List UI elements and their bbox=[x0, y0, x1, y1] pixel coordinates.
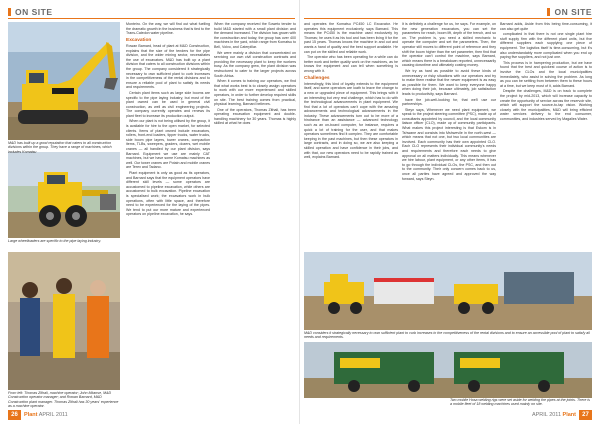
left-col2-p6: One of the operators, Thomas Zithali, has been operating excavation equipment and double-handling machinery for 30 years. Thomas is highly skilled at what he does bbox=[214, 107, 296, 126]
people-photo bbox=[8, 252, 120, 390]
caption-people: From left: Thomas Zithali, machine operator; John Mkanse, M&D Construction operator manager; and Rowan Barnard, M&D Construction plant manager. Thomas Zithali has 30 years' experience as a machine operator. bbox=[8, 391, 119, 408]
heading-challenges: Challenges bbox=[304, 75, 330, 81]
excavator-illustration bbox=[8, 22, 120, 140]
caption-excavator: M&D has built up a good reputation that caters to all construction divisions within the group. They have a range of machines, which includes Komatsu bbox=[8, 141, 112, 154]
left-col2-p4: Plant equipment is only as good as its operators, and Barnard says that the equipment operators have different skill levels — some operators are accustomed to pipeline excavation, while others are accustomed to bulk excavation. Pipeline excavation is specialised work; the excavators work in bulk operations, often with little space, and therefore need to be experienced for the laying of the pipes. We tend to put our more mature and experienced operators on pipeline excavation, he says. bbox=[126, 171, 210, 217]
right-col1b-p1: Interestingly, this kind of loyalty extends to the equipment itself, and some operators are loath to leave the change to a new or upgraded piece of equipment. This brings with it an interesting but very real challenge, which has to do with the technological advancements in plant equipment. We find that a lot of operators can't cope with the amazing advancements and technological advancements in the industry. These advancements turn out to be more of a hindrance than an assistance — advanced technology such as an on-board computer, for instance, requires a quick a lot of training for the user, and that makes operators sometimes find it complex. They are comfortable keeping in the past machines, but then these operators in large contracts, and in doing so, we are also keeping a skilled operation and have confidence in their jobs, and with that, our new operators need to be rapidly trained as well, explains Barnard. bbox=[304, 81, 398, 160]
footer-issue-right: APRIL 2011 bbox=[531, 412, 562, 418]
welding-rig-photo bbox=[304, 342, 592, 398]
caption-yard: M&D considers it strategically necessary to own sufficient plant to curb increases in the competitiveness of the rental divisions and to ensure an accessible pool of plant to satisfy all needs and requirements. bbox=[304, 331, 590, 340]
left-text-column bbox=[126, 22, 210, 408]
right-col1b-p3: We try as hard as possible to avoid these kinds of unnecessary or risky situations with our operators and try to make them realise that the newer equipment is as easy as possible for them. We want to keep everyone happy when doing their job, because ultimately, job satisfaction leads to productivity, says Barnard. bbox=[402, 68, 496, 96]
yard-photo bbox=[304, 252, 592, 330]
wheelloader-photo bbox=[8, 152, 120, 238]
left-col2-p3: When our plant is not being utilised by the group, it is available for hire to the open market, for selected clients. Items of plant owned include excavators, rollers, front-end loaders, tipper trucks, water trucks, side boom pipe layers, tower cranes, compaction items, TLBs, sweepers, graders, dozers, wet mobile cranes — all handled by our plant division, says Barnard. Equipment we use are mainly CAT machines, but we have some Komatsu machines as well. Our tower cranes are Potain and mobile cranes are Terex and Tadano. bbox=[126, 119, 210, 170]
right-col2-p1: have the job-well-looking for, that we'll use our partnerships. bbox=[402, 97, 496, 107]
right-col2-p2: Steyn says, Whenever we need plant equipment, we speak to the project steering committee (PSC), made up of consultants appointed by council, and the local community liaison officer (CLO), made up of community participants. What makes this project interesting is that Eskom is in Tshwane and consists into Mshwevile in the north-west — which means that not one, but two local communities are involved. Each community has their own appointed CLO. Each CLO represents their individual community's needs and requirements and therefore each needs to give approval on all matters individually. This means whenever we hire labour, plant equipment, or any other items, it has to go through the individual CLOs, the PSC, and then out to the community. Their only concern comes back to us, once all parties have agreed and approved the way forward, says Steyn. bbox=[402, 107, 496, 181]
yard-illustration bbox=[304, 252, 592, 330]
right-text-column-2 bbox=[402, 22, 496, 250]
section-tag-right-text: ON SITE bbox=[554, 7, 592, 17]
section-tag bbox=[8, 7, 53, 17]
tag-bar bbox=[8, 8, 11, 16]
welding-rig-illustration bbox=[304, 342, 592, 398]
caption-wheelloader: Large wheelloaders are specific to the pipe laying industry. bbox=[8, 239, 102, 243]
footer-brand-right: Plant bbox=[562, 412, 576, 418]
people-illustration bbox=[8, 252, 120, 390]
header-rule bbox=[8, 18, 295, 19]
footer-issue: APRIL 2011 bbox=[38, 412, 68, 418]
left-col1-p2: When the company received the Soweto tender to build M&D started with a small plant division and the demand increased. The division has grown with the construction and today, the group has over 400 machines in the yard, which range from Komatsu to Bell, Volvo, and Caterpillar. bbox=[214, 22, 296, 49]
left-col1-p3: We were mainly a division that concentrated on servicing our own civil construction contracts and providing the necessary plant to keep the workers busy. As the company grew, the plant division was restructured to cater to the larger projects across South Africa. bbox=[214, 50, 296, 78]
tag-bar-right bbox=[547, 8, 550, 16]
header-rule-right bbox=[304, 18, 592, 19]
heading-excavation: Excavation bbox=[126, 37, 152, 43]
caption-welding: Two mobile Hosa welding rigs were set aside for welding the pipes at the joints. There is a mobile fleet of 18 welding machines used mainly on site. bbox=[450, 398, 590, 407]
wheelloader-illustration bbox=[8, 152, 120, 238]
left-col2-p1: Rowan Barnard, head of plant at M&D Construction, explains that the size of the tenders for the pipe division, and the wider mining sector, necessitates the use of excavators. M&D has built up a plant division that caters to all construction divisions within the group. The company considered it strategically necessary to own sufficient plant to curb increases in the competitiveness of the rental divisions and to ensure a reliable pool of plant to satisfy its needs and requirements. bbox=[126, 43, 210, 90]
right-col1-p2: The operator who has been operating for a while can do better work and better quality work on the machines, as he knows the equipment and can tell when something is wrong with it. bbox=[304, 55, 398, 73]
footer-text-right bbox=[532, 411, 576, 419]
right-footer bbox=[300, 410, 600, 420]
section-tag-right bbox=[547, 7, 592, 17]
left-col2-p2: Certain plant items such as large side booms are specific to the pipe laying industry, but most of the plant owned can be used in general civil construction, as well as civil engineering projects. The company currently operates and renews its plant fleet to increase its production output. bbox=[126, 90, 210, 118]
left-footer bbox=[0, 410, 299, 420]
page-number: 26 bbox=[8, 410, 21, 420]
right-text-column-1 bbox=[304, 22, 398, 250]
right-col3-p2: This process is in hampering production, but we have found that the best and quickest course of action is to involve the CLOs and the local municipalities immediately, who assist in solving the problem. As long as you can be settling from between them to these hours at a time, but we keep most of it, adds Barnard. bbox=[500, 60, 592, 88]
section-tag-text: ON SITE bbox=[15, 7, 53, 17]
right-col1-p1: and operates the Komatsu PC450 LC Excavator. He operates this equipment exclusively, says Barnard. This means the PC450 is the machine used exclusively by Thomas; he uses it as his tool and has been living it for the past 15 years. Thomas knows the machine in and out and wants a hand of quality and the best support available. He can put on the skilled and reliable work. bbox=[304, 22, 398, 54]
excavator-photo bbox=[8, 22, 120, 140]
right-col3-p3: Despite the challenges, M&D is on track to complete the project by mid-2013, which will increase capacity to create the opportunity of service across the reservoir site, which will support the source-to-tap vision. Working closely with the municipalities, M&D will bring efficient water services delivery to the end consumer, communities, and industries served by Magalies Water. bbox=[500, 89, 592, 121]
footer-brand: Plant bbox=[24, 412, 38, 418]
right-col1b-p2: It is definitely a challenge for us, he says. For example, on the new generation excavators, you can set the parameters for reach, boom lift, depth of the trench, and so on. The problem is, you need a skilled mechanic to operate the computer and set the parameters. Then, the operator still moves to different point of reference and they shift the boom higher than the set parameter, then find that the operator can't control the machine, says Barnard, which means there is a breakdown reported, unnecessarily causing downtime and ultimately costing money. bbox=[402, 22, 496, 68]
right-col3-p1: complicated in that there is not one single plant hire stuff supply firm with the different plant units, but five different suppliers each supplying one piece of equipment. The logistics itself is time-consuming, but it's also understandably more complicated when you end up paying five suppliers, and not just one. bbox=[500, 32, 592, 60]
right-col2-p3: Barnard adds, Aside from this being time-consuming, it can also get quite bbox=[500, 22, 592, 31]
right-page bbox=[300, 0, 600, 424]
left-col2-p5: When it comes to training our operators, we find that what works best is to closely assign operators to work with our more experienced and skilled operators, in order to further develop required skills on site. The best training comes from practical, physical learning, Barnard believes. bbox=[214, 79, 296, 107]
left-text-column-2 bbox=[214, 22, 296, 408]
page-number-right: 27 bbox=[579, 410, 592, 420]
footer-text bbox=[24, 411, 68, 419]
right-text-column-3 bbox=[500, 22, 592, 250]
left-col1-p1: Monteiro. On the way, we will find out what fuelling the dramatic growth in the business that is tied to the Trans-Caledon water pipeline. bbox=[126, 22, 210, 36]
